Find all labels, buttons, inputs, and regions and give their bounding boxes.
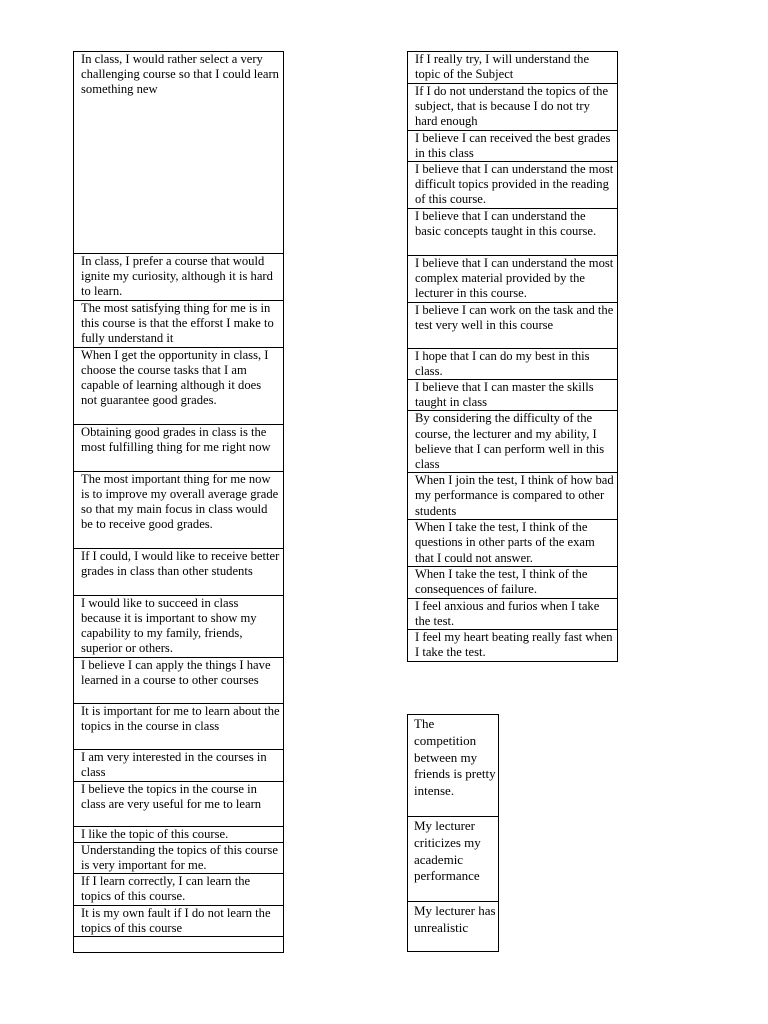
table-cell: The most important thing for me now is to improve my overall average grade so that my main focus in class would be to receive good grades. (74, 471, 284, 548)
table-cell: I believe that I can understand the basic concepts taught in this course. (408, 208, 618, 255)
table-cell: I believe the topics in the course in class are very useful for me to learn (74, 781, 284, 826)
table-cell: In class, I prefer a course that would ignite my curiosity, although it is hard to learn. (74, 254, 284, 301)
table-cell: If I do not understand the topics of the subject, that is because I do not try hard enough (408, 84, 618, 131)
table-cell: I believe I can work on the task and the test very well in this course (408, 302, 618, 348)
table-cell: I believe that I can understand the most difficult topics provided in the reading of this course. (408, 162, 618, 209)
table-cell: I would like to succeed in class because it is important to show my capability to my family, friends, superior or others. (74, 595, 284, 657)
table-cell: When I take the test, I think of the questions in other parts of the exam that I could not answer. (408, 520, 618, 567)
table-cell: The competition between my friends is pretty intense. (408, 715, 499, 817)
table-cell: If I really try, I will understand the topic of the Subject (408, 52, 618, 84)
table-cell: I believe that I can understand the most complex material provided by the lecturer in this course. (408, 255, 618, 302)
table-cell: My lecturer has unrealistic (408, 902, 499, 952)
table-cell: When I join the test, I think of how bad my performance is compared to other students (408, 473, 618, 520)
table-cell (74, 937, 284, 953)
table-cell: When I get the opportunity in class, I choose the course tasks that I am capable of learning although it does not guarantee good grades. (74, 347, 284, 424)
table-cell: I like the topic of this course. (74, 826, 284, 842)
table-cell: I feel my heart beating really fast when I take the test. (408, 630, 618, 662)
table-cell: By considering the difficulty of the course, the lecturer and my ability, I believe that I can perform well in this class (408, 411, 618, 473)
table-cell: In class, I would rather select a very challenging course so that I could learn something new (74, 52, 284, 254)
small-questionnaire-table (407, 714, 499, 952)
table-cell: Obtaining good grades in class is the most fulfilling thing for me right now (74, 424, 284, 471)
table-cell: When I take the test, I think of the consequences of failure. (408, 566, 618, 598)
table-cell: I believe I can apply the things I have learned in a course to other courses (74, 657, 284, 703)
table-cell: The most satisfying thing for me is in this course is that the efforst I make to fully understand it (74, 300, 284, 347)
table-cell: I believe I can received the best grades in this class (408, 130, 618, 161)
table-cell: It is important for me to learn about the topics in the course in class (74, 703, 284, 749)
table-cell: If I learn correctly, I can learn the topics of this course. (74, 874, 284, 905)
table-cell: I am very interested in the courses in class (74, 749, 284, 781)
table-cell: If I could, I would like to receive better grades in class than other students (74, 548, 284, 595)
table-cell: I believe that I can master the skills taught in class (408, 380, 618, 411)
table-cell: I hope that I can do my best in this class. (408, 348, 618, 379)
right-questionnaire-table (407, 51, 618, 662)
table-cell: I feel anxious and furios when I take the test. (408, 598, 618, 629)
left-questionnaire-table (73, 51, 284, 953)
table-cell: It is my own fault if I do not learn the topics of this course (74, 905, 284, 936)
table-cell: My lecturer criticizes my academic performance (408, 817, 499, 902)
table-cell: Understanding the topics of this course is very important for me. (74, 842, 284, 873)
